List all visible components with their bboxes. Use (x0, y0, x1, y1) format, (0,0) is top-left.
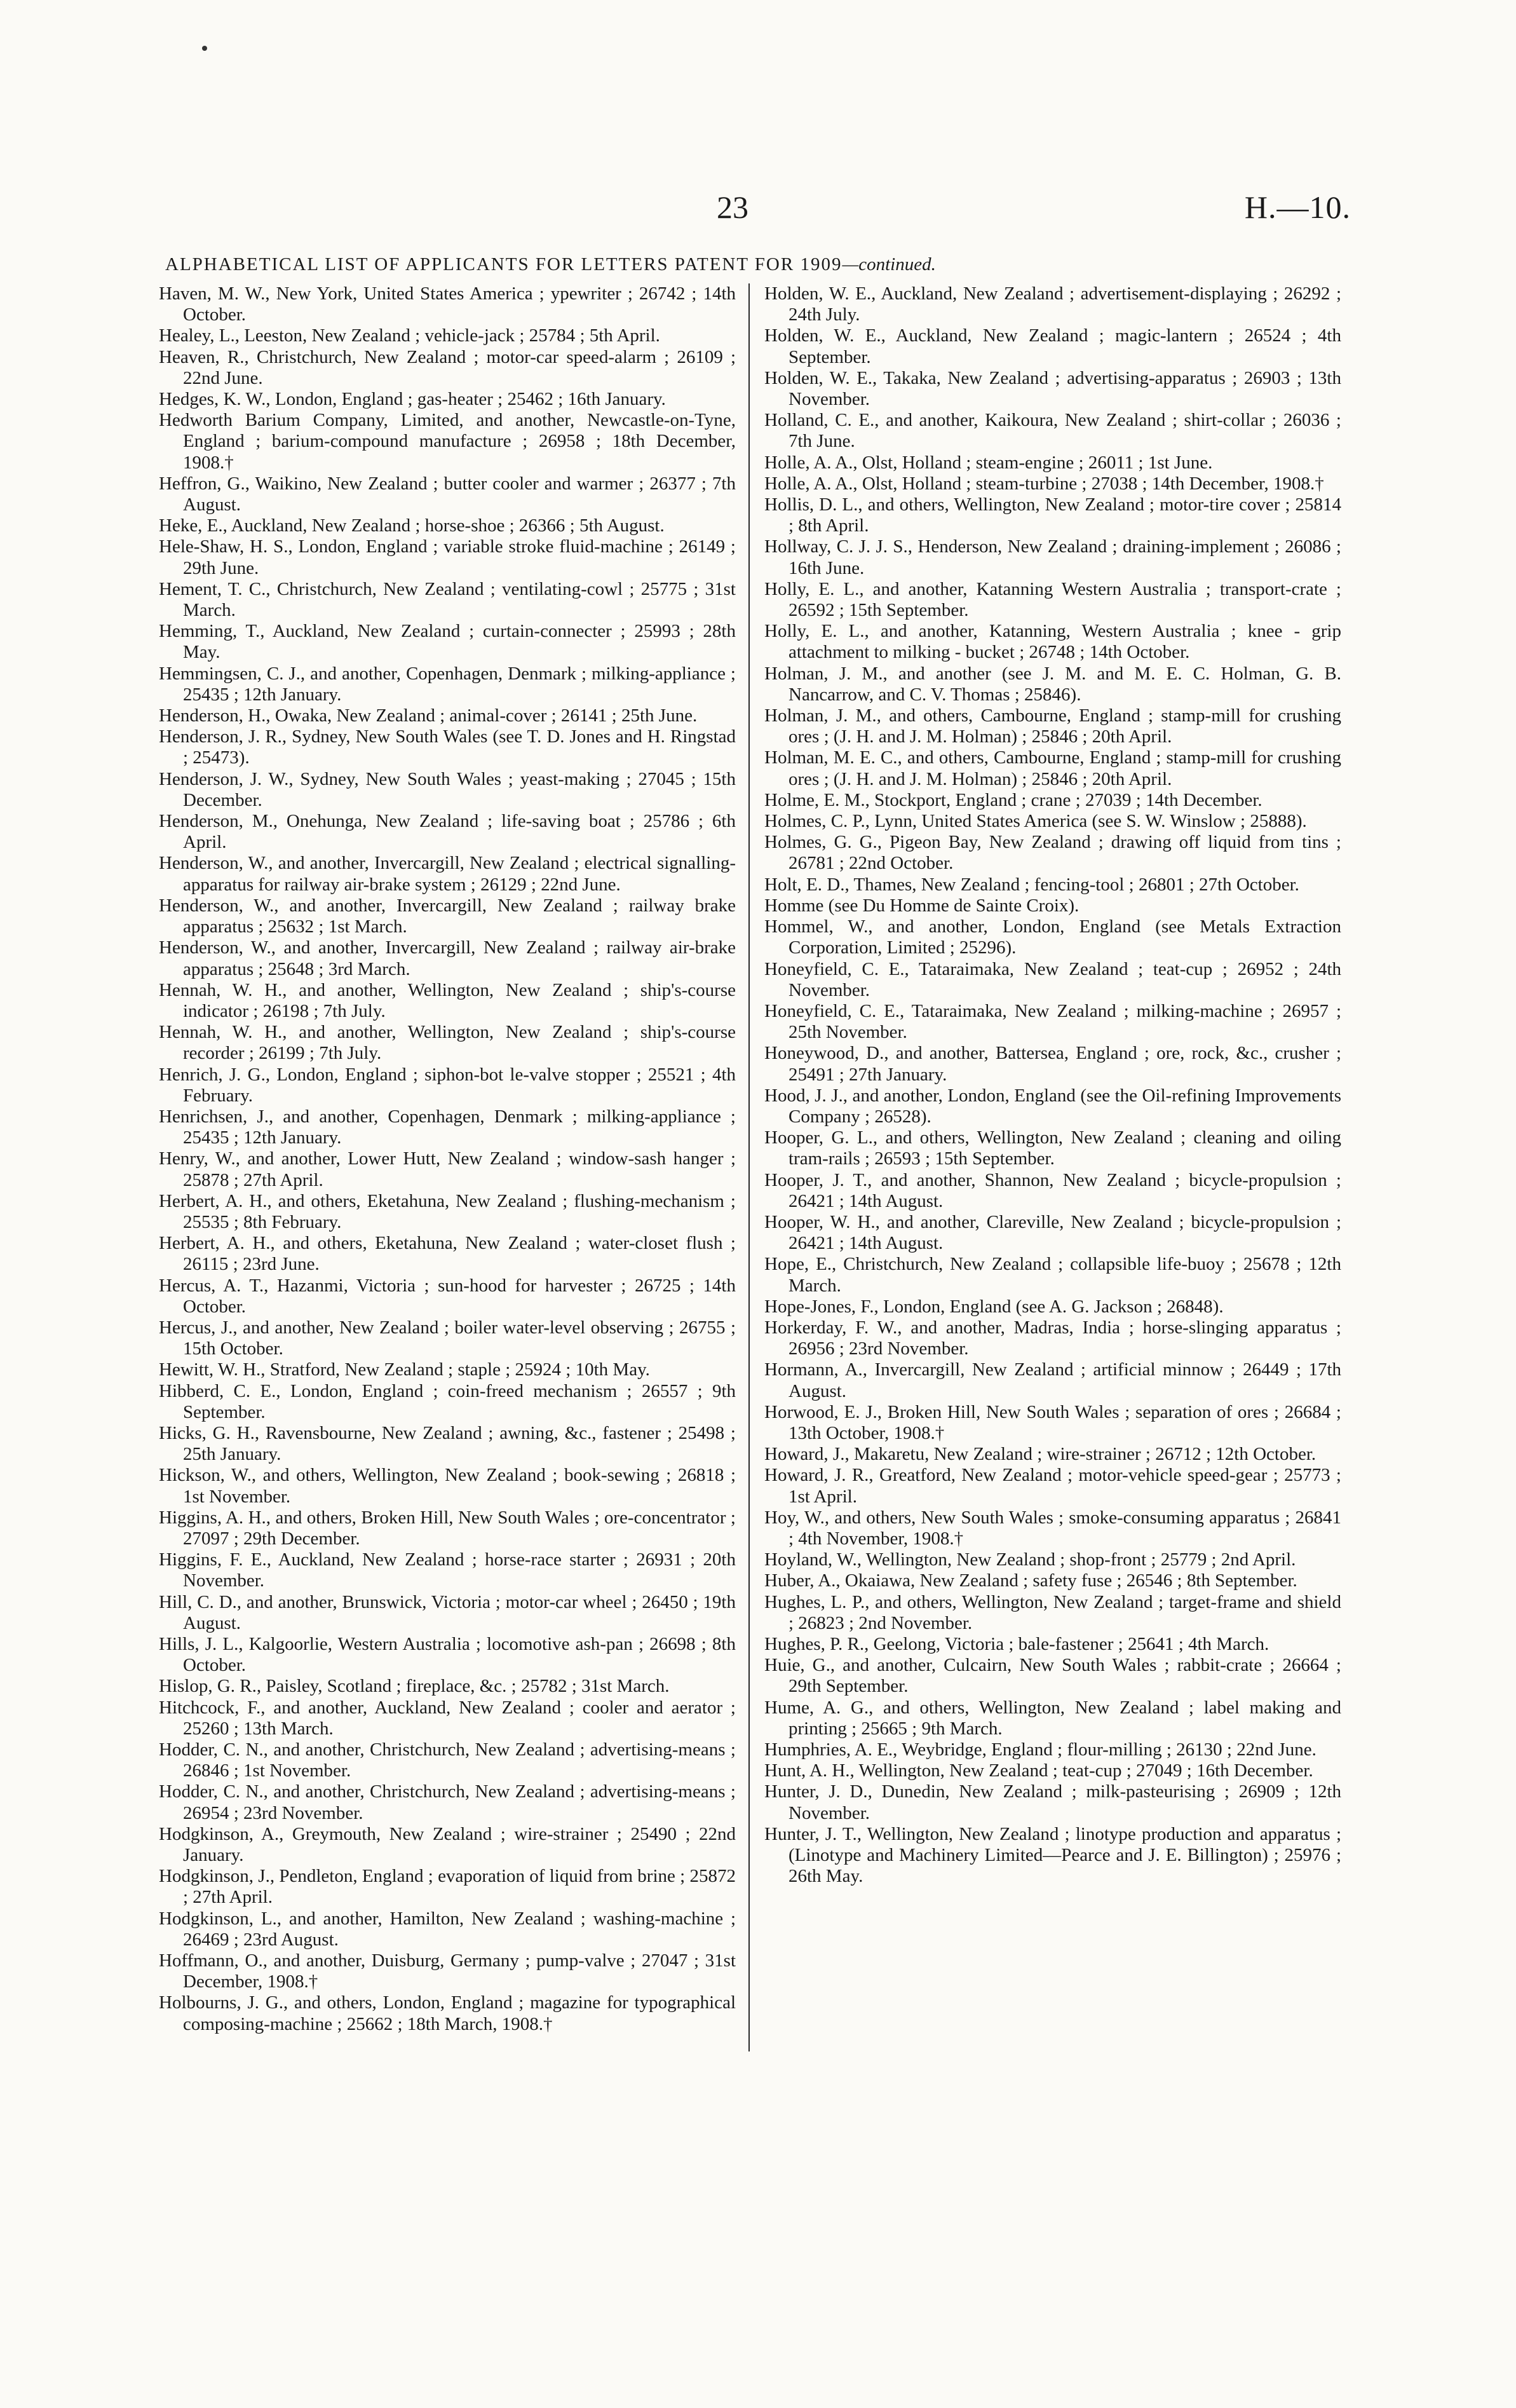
list-entry: Holden, W. E., Auckland, New Zealand ; magic-lantern ; 26524 ; 4th September. (764, 325, 1341, 367)
page-number: 23 (717, 189, 748, 225)
list-entry: Henderson, W., and another, Invercargill, New Zealand ; electrical signalling-apparatus for railway air-brake system ; 26129 ; 22nd June. (159, 853, 736, 895)
list-entry: Henderson, W., and another, Invercargill, New Zealand ; railway brake apparatus ; 25632 ; 1st March. (159, 895, 736, 937)
list-entry: Herbert, A. H., and others, Eketahuna, New Zealand ; water-closet flush ; 26115 ; 23rd June. (159, 1233, 736, 1275)
list-entry: Hollway, C. J. J. S., Henderson, New Zealand ; draining-implement ; 26086 ; 16th June. (764, 536, 1341, 578)
print-speck (202, 46, 207, 51)
list-entry: Hewitt, W. H., Stratford, New Zealand ; staple ; 25924 ; 10th May. (159, 1359, 650, 1380)
list-entry: Horkerday, F. W., and another, Madras, India ; horse-slinging apparatus ; 26956 ; 23rd November. (764, 1317, 1341, 1359)
list-entry: Hodgkinson, J., Pendleton, England ; evaporation of liquid from brine ; 25872 ; 27th April. (159, 1866, 736, 1908)
list-entry: Hodder, C. N., and another, Christchurch, New Zealand ; advertising-means ; 26846 ; 1st November. (159, 1739, 736, 1781)
list-entry: Hollis, D. L., and others, Wellington, New Zealand ; motor-tire cover ; 25814 ; 8th April. (764, 494, 1341, 536)
list-entry: Holland, C. E., and another, Kaikoura, New Zealand ; shirt-collar ; 26036 ; 7th June. (764, 410, 1341, 452)
list-entry: Henderson, J. R., Sydney, New South Wales (see T. D. Jones and H. Ringstad ; 25473). (159, 726, 736, 768)
list-entry: Hommel, W., and another, London, England (see Metals Extraction Corporation, Limited ; 25296). (764, 916, 1341, 958)
list-entry: Hercus, A. T., Hazanmi, Victoria ; sun-hood for harvester ; 26725 ; 14th October. (159, 1275, 736, 1317)
list-entry: Holman, M. E. C., and others, Cambourne, England ; stamp-mill for crushing ores ; (J. H. and J. M. Holman) ; 25846 ; 20th April. (764, 747, 1341, 789)
list-entry: Hunter, J. T., Wellington, New Zealand ; linotype production and apparatus ; (Linotype and Machinery Limited—Pearce and J. E. Billington) ; 25976 ; 26th May. (764, 1823, 1341, 1887)
list-entry: Hislop, G. R., Paisley, Scotland ; fireplace, &c. ; 25782 ; 31st March. (159, 1676, 670, 1697)
page-title (165, 252, 1352, 277)
list-entry: Herbert, A. H., and others, Eketahuna, New Zealand ; flushing-mechanism ; 25535 ; 8th February. (159, 1190, 736, 1232)
list-entry: Hill, C. D., and another, Brunswick, Victoria ; motor-car wheel ; 26450 ; 19th August. (159, 1591, 736, 1633)
right-column (764, 283, 1341, 1887)
list-entry: Hitchcock, F., and another, Auckland, New Zealand ; cooler and aerator ; 25260 ; 13th March. (159, 1697, 736, 1739)
list-entry: Hunt, A. H., Wellington, New Zealand ; teat-cup ; 27049 ; 16th December. (764, 1760, 1313, 1781)
list-entry: Hodgkinson, A., Greymouth, New Zealand ; wire-strainer ; 25490 ; 22nd January. (159, 1823, 736, 1866)
list-entry: Haven, M. W., New York, United States America ; ypewriter ; 26742 ; 14th October. (159, 283, 736, 325)
list-entry: Honeywood, D., and another, Battersea, England ; ore, rock, &c., crusher ; 25491 ; 27th January. (764, 1043, 1341, 1085)
list-entry: Hughes, L. P., and others, Wellington, New Zealand ; target-frame and shield ; 26823 ; 2nd November. (764, 1591, 1341, 1633)
list-entry: Holman, J. M., and another (see J. M. and M. E. C. Holman, G. B. Nancarrow, and C. V. Thomas ; 25846). (764, 663, 1341, 705)
list-entry: Henderson, J. W., Sydney, New South Wales ; yeast-making ; 27045 ; 15th December. (159, 768, 736, 810)
list-entry: Hoffmann, O., and another, Duisburg, Germany ; pump-valve ; 27047 ; 31st December, 1908.† (159, 1950, 736, 1992)
list-entry: Holman, J. M., and others, Cambourne, England ; stamp-mill for crushing ores ; (J. H. and J. M. Holman) ; 25846 ; 20th April. (764, 705, 1341, 747)
list-entry: Hope, E., Christchurch, New Zealand ; collapsible life-buoy ; 25678 ; 12th March. (764, 1254, 1341, 1296)
list-entry: Henrichsen, J., and another, Copenhagen, Denmark ; milking-appliance ; 25435 ; 12th January. (159, 1106, 736, 1148)
list-entry: Hoyland, W., Wellington, New Zealand ; shop-front ; 25779 ; 2nd April. (764, 1549, 1296, 1570)
list-entry: Holden, W. E., Takaka, New Zealand ; advertising-apparatus ; 26903 ; 13th November. (764, 367, 1341, 410)
list-entry: Huber, A., Okaiawa, New Zealand ; safety fuse ; 26546 ; 8th September. (764, 1570, 1297, 1591)
list-entry: Hibberd, C. E., London, England ; coin-freed mechanism ; 26557 ; 9th September. (159, 1380, 736, 1422)
list-entry: Hele-Shaw, H. S., London, England ; variable stroke fluid-machine ; 26149 ; 29th June. (159, 536, 736, 578)
list-entry: Hormann, A., Invercargill, New Zealand ; artificial minnow ; 26449 ; 17th August. (764, 1359, 1341, 1401)
list-entry: Homme (see Du Homme de Sainte Croix). (764, 895, 1079, 916)
list-entry: Henderson, W., and another, Invercargill, New Zealand ; railway air-brake apparatus ; 25648 ; 3rd March. (159, 937, 736, 979)
list-entry: Holden, W. E., Auckland, New Zealand ; advertisement-displaying ; 26292 ; 24th July. (764, 283, 1341, 325)
list-entry: Hercus, J., and another, New Zealand ; boiler water-level observing ; 26755 ; 15th October. (159, 1317, 736, 1359)
list-entry: Honeyfield, C. E., Tataraimaka, New Zealand ; milking-machine ; 26957 ; 25th November. (764, 1000, 1341, 1043)
list-entry: Hennah, W. H., and another, Wellington, New Zealand ; ship's-course indicator ; 26198 ; 7th July. (159, 979, 736, 1021)
list-entry: Hemming, T., Auckland, New Zealand ; curtain-connecter ; 25993 ; 28th May. (159, 621, 736, 663)
list-entry: Holbourns, J. G., and others, London, England ; magazine for typographical composing-machine ; 25662 ; 18th March, 1908.† (159, 1992, 736, 2034)
list-entry: Hodgkinson, L., and another, Hamilton, New Zealand ; washing-machine ; 26469 ; 23rd August. (159, 1908, 736, 1950)
list-entry: Hickson, W., and others, Wellington, New Zealand ; book-sewing ; 26818 ; 1st November. (159, 1465, 736, 1507)
list-entry: Heaven, R., Christchurch, New Zealand ; motor-car speed-alarm ; 26109 ; 22nd June. (159, 346, 736, 388)
list-entry: Hope-Jones, F., London, England (see A. G. Jackson ; 26848). (764, 1296, 1224, 1317)
list-entry: Healey, L., Leeston, New Zealand ; vehicle-jack ; 25784 ; 5th April. (159, 325, 660, 346)
list-entry: Hooper, J. T., and another, Shannon, New Zealand ; bicycle-propulsion ; 26421 ; 14th August. (764, 1169, 1341, 1211)
list-entry: Heffron, G., Waikino, New Zealand ; butter cooler and warmer ; 26377 ; 7th August. (159, 473, 736, 515)
list-entry: Holt, E. D., Thames, New Zealand ; fencing-tool ; 26801 ; 27th October. (764, 874, 1299, 895)
document-reference: H.—10. (1244, 189, 1351, 225)
list-entry: Hood, J. J., and another, London, England (see the Oil-refining Improvements Company ; 26528). (764, 1085, 1341, 1127)
list-entry: Huie, G., and another, Culcairn, New South Wales ; rabbit-crate ; 26664 ; 29th September. (764, 1655, 1341, 1697)
list-entry: Holly, E. L., and another, Katanning, Western Australia ; knee - grip attachment to milking - bucket ; 26748 ; 14th October. (764, 621, 1341, 663)
list-entry: Hedges, K. W., London, England ; gas-heater ; 25462 ; 16th January. (159, 389, 666, 410)
title-continued: —continued. (842, 254, 936, 275)
list-entry: Holly, E. L., and another, Katanning Western Australia ; transport-crate ; 26592 ; 15th September. (764, 578, 1341, 621)
list-entry: Hemmingsen, C. J., and another, Copenhagen, Denmark ; milking-appliance ; 25435 ; 12th January. (159, 663, 736, 705)
list-entry: Henrich, J. G., London, England ; siphon-bot le-valve stopper ; 25521 ; 4th February. (159, 1064, 736, 1106)
list-entry: Holmes, C. P., Lynn, United States America (see S. W. Winslow ; 25888). (764, 811, 1307, 832)
list-entry: Higgins, F. E., Auckland, New Zealand ; horse-race starter ; 26931 ; 20th November. (159, 1549, 736, 1591)
list-entry: Hicks, G. H., Ravensbourne, New Zealand ; awning, &c., fastener ; 25498 ; 25th January. (159, 1422, 736, 1465)
list-entry: Hughes, P. R., Geelong, Victoria ; bale-fastener ; 25641 ; 4th March. (764, 1634, 1269, 1654)
title-text: ALPHABETICAL LIST OF APPLICANTS FOR LETTERS PATENT FOR 1909 (165, 254, 843, 275)
list-entry: Hunter, J. D., Dunedin, New Zealand ; milk-pasteurising ; 26909 ; 12th November. (764, 1781, 1341, 1823)
list-entry: Humphries, A. E., Weybridge, England ; flour-milling ; 26130 ; 22nd June. (764, 1739, 1316, 1760)
left-column (159, 283, 736, 2035)
list-entry: Howard, J., Makaretu, New Zealand ; wire-strainer ; 26712 ; 12th October. (764, 1444, 1316, 1465)
list-entry: Holle, A. A., Olst, Holland ; steam-engine ; 26011 ; 1st June. (764, 452, 1213, 473)
list-entry: Hills, J. L., Kalgoorlie, Western Australia ; locomotive ash-pan ; 26698 ; 8th October. (159, 1634, 736, 1676)
list-entry: Hennah, W. H., and another, Wellington, New Zealand ; ship's-course recorder ; 26199 ; 7th July. (159, 1022, 736, 1064)
list-entry: Hooper, W. H., and another, Clareville, New Zealand ; bicycle-propulsion ; 26421 ; 14th August. (764, 1211, 1341, 1254)
list-entry: Howard, J. R., Greatford, New Zealand ; motor-vehicle speed-gear ; 25773 ; 1st April. (764, 1465, 1341, 1507)
list-entry: Holmes, G. G., Pigeon Bay, New Zealand ; drawing off liquid from tins ; 26781 ; 22nd October. (764, 832, 1341, 874)
list-entry: Holle, A. A., Olst, Holland ; steam-turbine ; 27038 ; 14th December, 1908.† (764, 473, 1324, 494)
list-entry: Henry, W., and another, Lower Hutt, New Zealand ; window-sash hanger ; 25878 ; 27th April. (159, 1148, 736, 1190)
list-entry: Honeyfield, C. E., Tataraimaka, New Zealand ; teat-cup ; 26952 ; 24th November. (764, 958, 1341, 1000)
list-entry: Hement, T. C., Christchurch, New Zealand ; ventilating-cowl ; 25775 ; 31st March. (159, 578, 736, 621)
list-entry: Horwood, E. J., Broken Hill, New South Wales ; separation of ores ; 26684 ; 13th October, 1908.† (764, 1401, 1341, 1443)
list-entry: Henderson, H., Owaka, New Zealand ; animal-cover ; 26141 ; 25th June. (159, 705, 698, 726)
column-divider (748, 283, 750, 2051)
list-entry: Holme, E. M., Stockport, England ; crane ; 27039 ; 14th December. (764, 789, 1262, 810)
list-entry: Hodder, C. N., and another, Christchurch, New Zealand ; advertising-means ; 26954 ; 23rd November. (159, 1781, 736, 1823)
list-entry: Hoy, W., and others, New South Wales ; smoke-consuming apparatus ; 26841 ; 4th November, 1908.† (764, 1507, 1341, 1549)
list-entry: Henderson, M., Onehunga, New Zealand ; life-saving boat ; 25786 ; 6th April. (159, 811, 736, 853)
list-entry: Hooper, G. L., and others, Wellington, New Zealand ; cleaning and oiling tram-rails ; 26593 ; 15th September. (764, 1127, 1341, 1169)
list-entry: Heke, E., Auckland, New Zealand ; horse-shoe ; 26366 ; 5th August. (159, 515, 665, 536)
list-entry: Hume, A. G., and others, Wellington, New Zealand ; label making and printing ; 25665 ; 9th March. (764, 1697, 1341, 1739)
list-entry: Hedworth Barium Company, Limited, and another, Newcastle-on-Tyne, England ; barium-compound manufacture ; 26958 ; 18th December, 1908.† (159, 410, 736, 473)
list-entry: Higgins, A. H., and others, Broken Hill, New South Wales ; ore-concentrator ; 27097 ; 29th December. (159, 1507, 736, 1549)
